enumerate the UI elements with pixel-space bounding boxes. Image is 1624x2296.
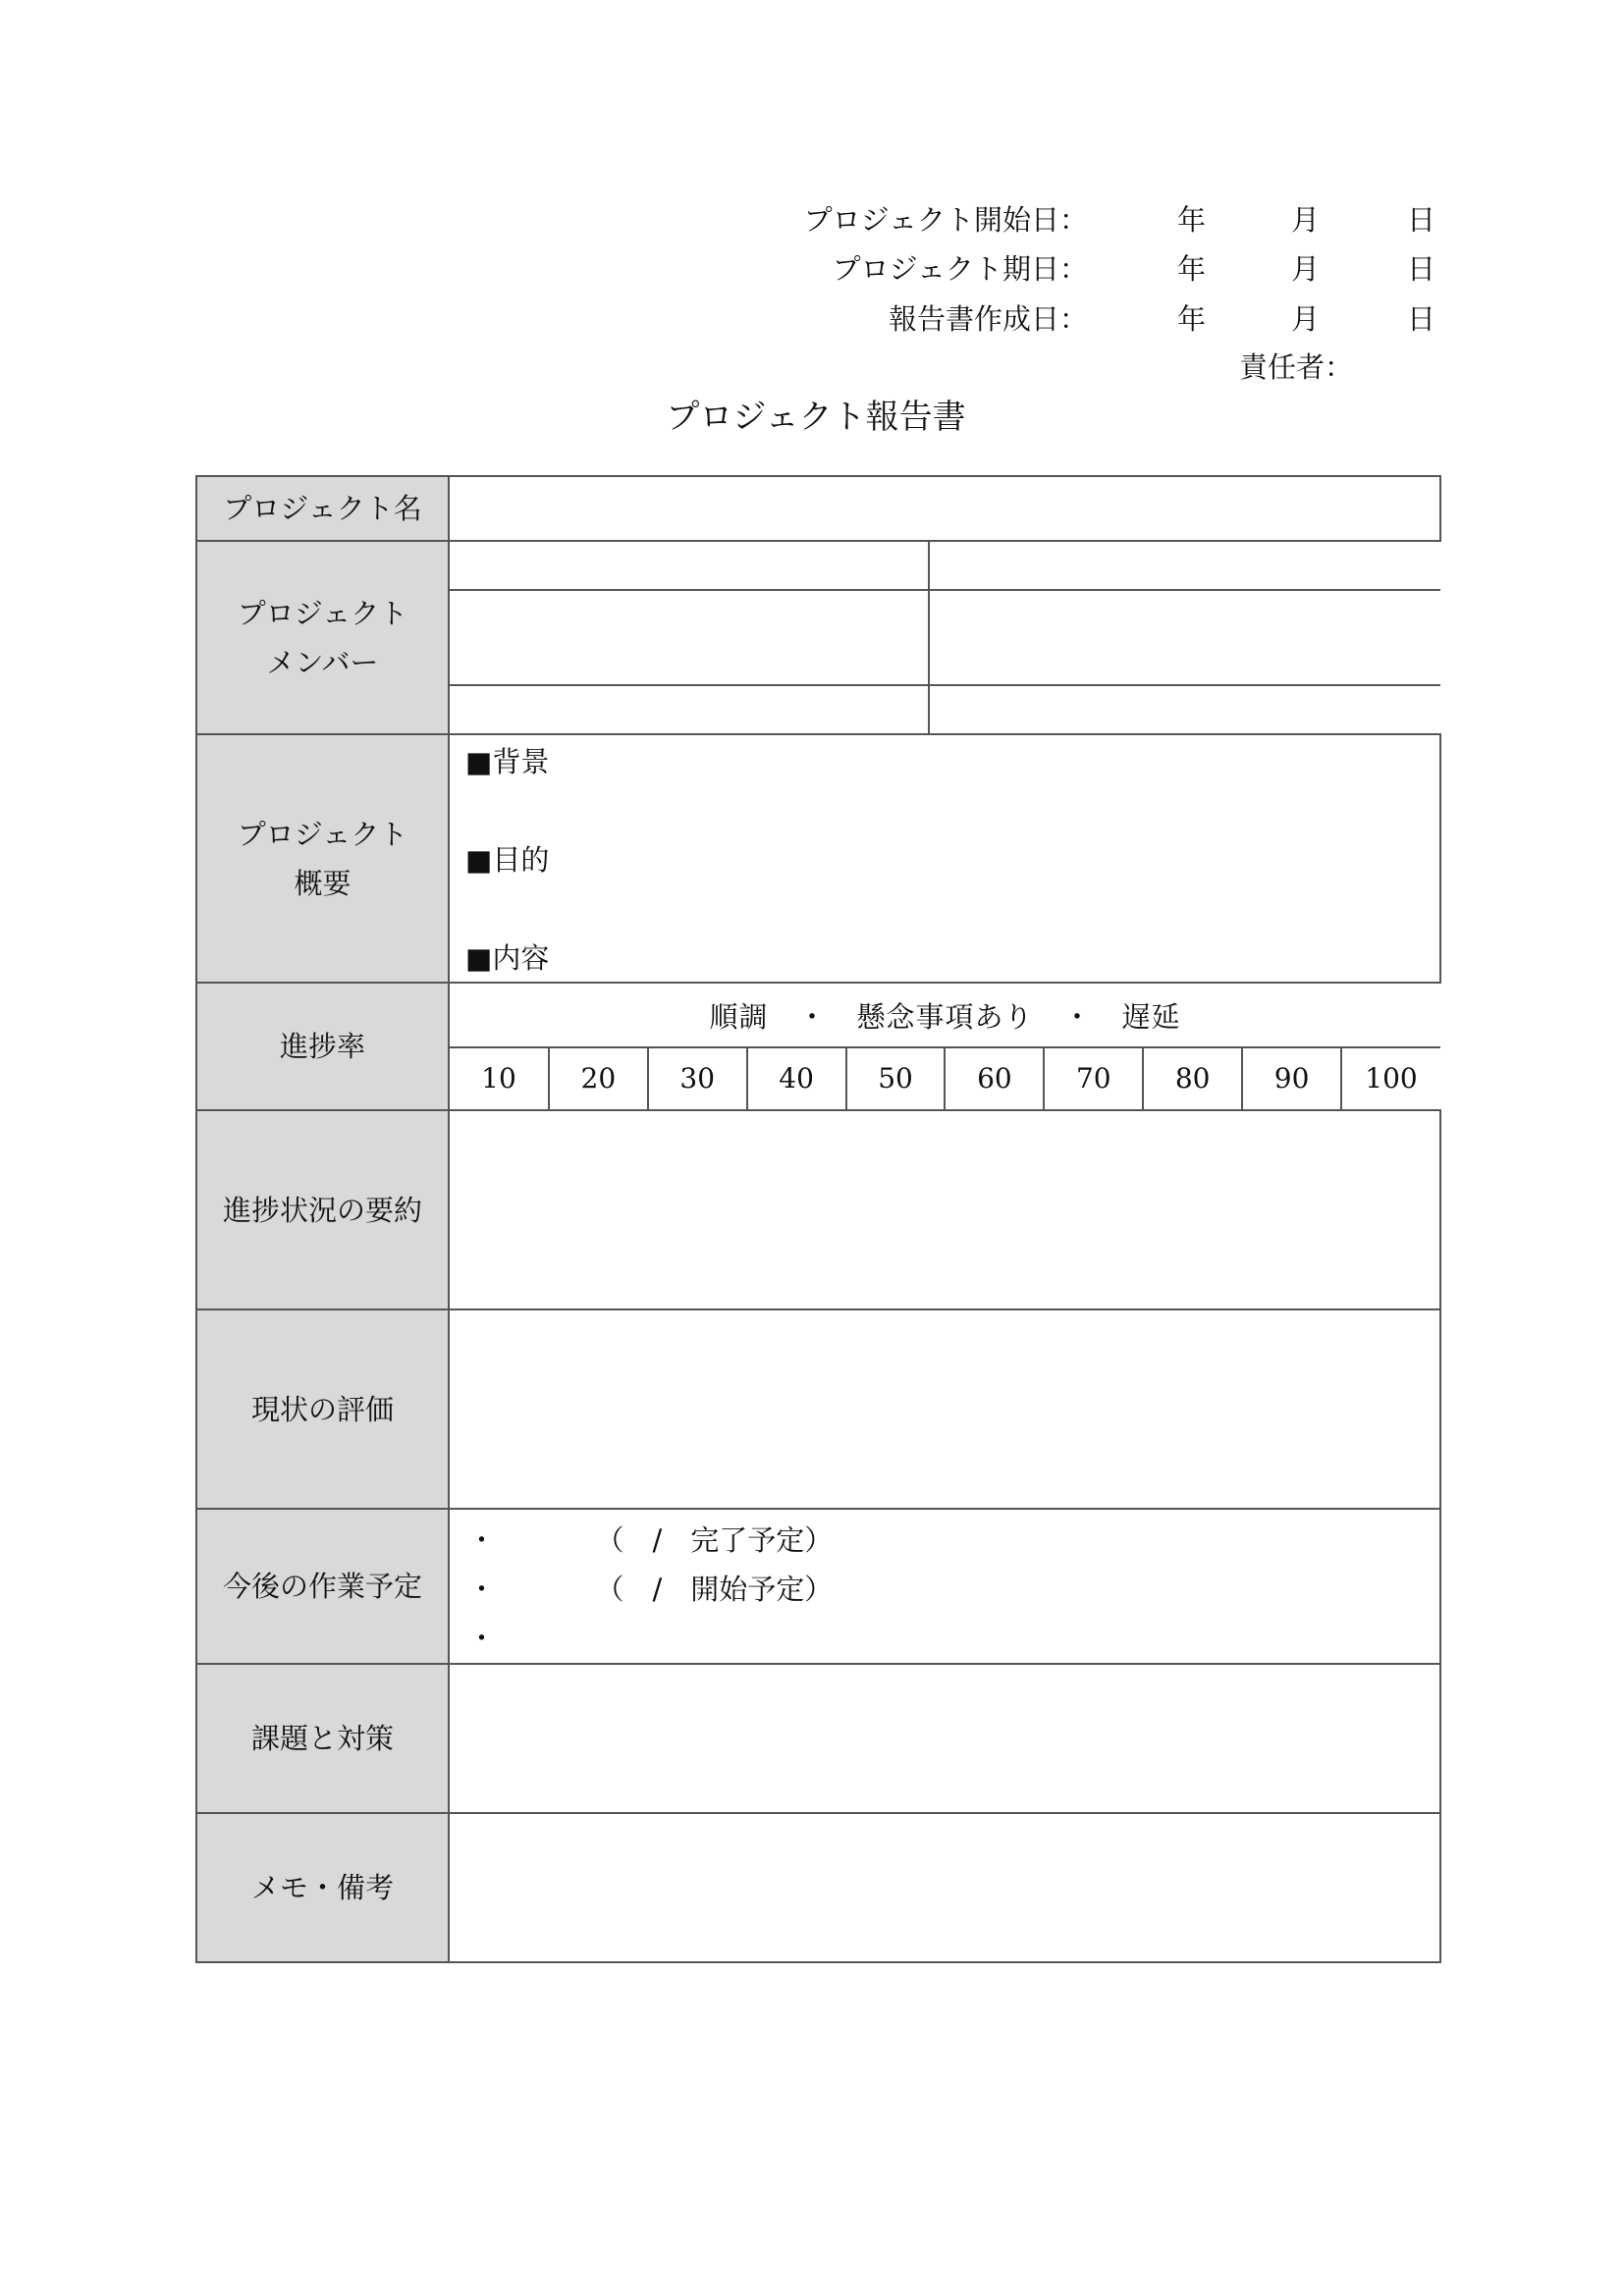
progress-70[interactable]: 70 — [1044, 1047, 1143, 1109]
progress-10[interactable]: 10 — [450, 1047, 549, 1109]
members-label-line2: メンバー — [266, 645, 379, 679]
due-date-label: プロジェクト期日： — [832, 251, 1088, 286]
status-options[interactable]: 順調 ・ 懸念事項あり ・ 遅延 — [450, 985, 1440, 1047]
progress-cell — [449, 983, 1440, 1110]
member-field[interactable] — [929, 590, 1440, 686]
progress-50[interactable]: 50 — [846, 1047, 946, 1109]
members-label — [196, 541, 449, 734]
start-date-label: プロジェクト開始日： — [803, 202, 1088, 237]
evaluation-field[interactable] — [449, 1309, 1440, 1509]
progress-60[interactable]: 60 — [945, 1047, 1044, 1109]
start-day-label: 日 — [1406, 202, 1435, 237]
overview-label — [196, 734, 449, 983]
progress-table — [450, 985, 1440, 1109]
summary-label: 進捗状況の要約 — [196, 1110, 449, 1309]
members-grid-cell — [449, 541, 1440, 734]
project-name-field[interactable] — [449, 476, 1440, 541]
plan-item-completion: ・ （ / 完了予定） — [467, 1523, 834, 1557]
overview-content-heading: ■内容 — [465, 941, 550, 975]
due-day-label: 日 — [1406, 251, 1435, 286]
progress-label: 進捗率 — [196, 983, 449, 1110]
member-field[interactable] — [929, 685, 1440, 733]
members-label-line1: プロジェクト — [237, 596, 408, 630]
page-title: プロジェクト報告書 — [666, 398, 966, 437]
project-name-label: プロジェクト名 — [196, 476, 449, 541]
created-year-label: 年 — [1176, 301, 1206, 336]
progress-scale — [450, 1047, 1440, 1109]
member-field[interactable] — [450, 542, 929, 590]
created-day-label: 日 — [1406, 301, 1435, 336]
future-work-field[interactable] — [449, 1509, 1440, 1664]
due-date-line — [807, 245, 1435, 289]
issues-label: 課題と対策 — [196, 1664, 449, 1813]
progress-30[interactable]: 30 — [648, 1047, 747, 1109]
overview-label-line2: 概要 — [294, 866, 352, 900]
due-month-label: 月 — [1290, 251, 1320, 286]
member-field[interactable] — [450, 685, 929, 733]
member-field[interactable] — [929, 542, 1440, 590]
responsible-label: 責任者： — [1238, 350, 1353, 384]
evaluation-label: 現状の評価 — [196, 1309, 449, 1509]
overview-purpose-heading: ■目的 — [465, 843, 550, 877]
overview-field[interactable] — [449, 734, 1440, 983]
progress-90[interactable]: 90 — [1242, 1047, 1341, 1109]
created-month-label: 月 — [1290, 301, 1320, 336]
created-date-line — [807, 295, 1435, 339]
progress-80[interactable]: 80 — [1143, 1047, 1242, 1109]
progress-100[interactable]: 100 — [1341, 1047, 1440, 1109]
future-work-label: 今後の作業予定 — [196, 1509, 449, 1664]
issues-field[interactable] — [449, 1664, 1440, 1813]
report-table — [195, 475, 1441, 1963]
plan-item-blank: ・ — [467, 1622, 497, 1655]
member-field[interactable] — [450, 590, 929, 686]
due-year-label: 年 — [1176, 251, 1206, 286]
created-date-label: 報告書作成日： — [888, 301, 1088, 336]
start-month-label: 月 — [1290, 202, 1320, 237]
progress-40[interactable]: 40 — [747, 1047, 846, 1109]
summary-field[interactable] — [449, 1110, 1440, 1309]
overview-background-heading: ■背景 — [465, 745, 550, 778]
start-year-label: 年 — [1176, 202, 1206, 237]
memo-label: メモ・備考 — [196, 1813, 449, 1962]
memo-field[interactable] — [449, 1813, 1440, 1962]
plan-item-start: ・ （ / 開始予定） — [467, 1573, 834, 1606]
overview-label-line1: プロジェクト — [237, 817, 408, 851]
members-grid — [450, 542, 1440, 733]
progress-20[interactable]: 20 — [549, 1047, 648, 1109]
start-date-line — [803, 196, 1435, 240]
